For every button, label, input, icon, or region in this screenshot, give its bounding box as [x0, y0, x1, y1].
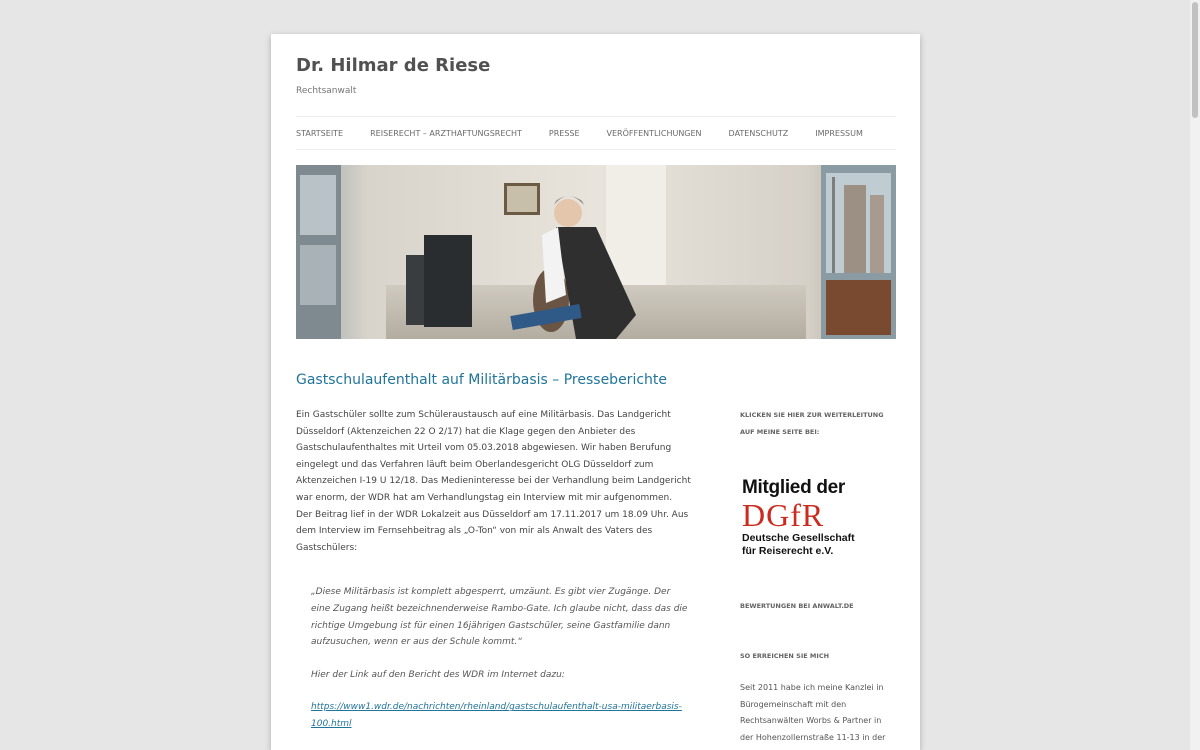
dgfr-line2: DGfR	[742, 497, 825, 533]
main-navigation	[296, 116, 896, 150]
widget-title-erreichen: SO ERREICHEN SIE MICH	[740, 652, 830, 660]
widget-title-weiterleitung: KLICKEN SIE HIER ZUR WEITERLEITUNG AUF MEINE SEITE BEI:	[740, 411, 884, 436]
site-title[interactable]: Dr. Hilmar de Riese	[296, 55, 491, 76]
scrollbar-thumb[interactable]	[1192, 2, 1198, 118]
post-content	[296, 407, 691, 749]
post-body: Ein Gastschüler sollte zum Schüleraustausch auf eine Militärbasis. Das Landgericht Düsseldorf (Aktenzeichen 22 O 2/17) hat die Klage gegen den Anbieter des Gastschulaufenthaltes mit Urteil vom 05.03.2018 abgewiesen. Wir haben Berufung eingelegt und das Verfahren läuft beim Oberlandesgericht OLG Düsseldorf zum Aktenzeichen I-19 U 12/18. Das Medieninteresse bei der Verhandlung beim Landgericht war enorm, der WDR hat am Verhandlungstag ein Interview mit mir aufgenommen. Der Beitrag lief in der WDR Lokalzeit aus Düsseldorf am 17.11.2017 um 18.09 Uhr. Aus dem Interview im Fernsehbeitrag als „O-Ton“ von mir als Anwalt des Vaters des Gastschülers:	[296, 410, 691, 553]
header-image	[296, 165, 896, 339]
dgfr-line3: Deutsche Gesellschaft	[742, 532, 855, 544]
dgfr-line4: für Reiserecht e.V.	[742, 545, 834, 557]
nav-item-impressum[interactable]: IMPRESSUM	[815, 128, 863, 138]
page-scrollbar[interactable]	[1190, 0, 1200, 750]
wdr-article-link[interactable]: https://www1.wdr.de/nachrichten/rheinland/gastschulaufenthalt-usa-militaerbasis-100.html	[311, 702, 682, 729]
post-title[interactable]: Gastschulaufenthalt auf Militärbasis – Presseberichte	[296, 372, 667, 388]
nav-item-startseite[interactable]: STARTSEITE	[296, 128, 344, 138]
contact-text: Seit 2011 habe ich meine Kanzlei in Bürogemeinschaft mit den Rechtsanwälten Worbs & Partner in der Hohenzollernstraße 11-13 in der	[740, 683, 886, 742]
nav-item-veroeffentlichungen[interactable]: VERÖFFENTLICHUNGEN	[606, 128, 702, 138]
widget-title-bewertungen: BEWERTUNGEN BEI ANWALT.DE	[740, 602, 854, 610]
post-quote: „Diese Militärbasis ist komplett abgesperrt, umzäunt. Es gibt vier Zugänge. Der eine Zugang heißt bezeichnenderweise Rambo-Gate. Ich glaube nicht, dass das die richtige Umgebung ist für einen 16jährigen Gastschüler, seine Gastfamilie dann aufzusuchen, wenn er aus der Schule kommt.“	[311, 587, 688, 648]
nav-item-reiserecht[interactable]: REISERECHT – ARZTHAFTUNGSRECHT	[370, 128, 522, 138]
nav-item-presse[interactable]: PRESSE	[548, 128, 580, 138]
post-quote-block	[311, 584, 691, 732]
office-photo-icon	[296, 165, 896, 339]
site-description: Rechtsanwalt	[296, 86, 357, 96]
nav-item-datenschutz[interactable]: DATENSCHUTZ	[728, 128, 789, 138]
post-link-intro: Hier der Link auf den Bericht des WDR im Internet dazu:	[311, 669, 565, 680]
dgfr-line1: Mitglied der	[742, 477, 846, 498]
dgfr-membership-logo[interactable]	[742, 478, 896, 558]
sidebar	[740, 407, 896, 746]
page-container	[271, 34, 920, 750]
